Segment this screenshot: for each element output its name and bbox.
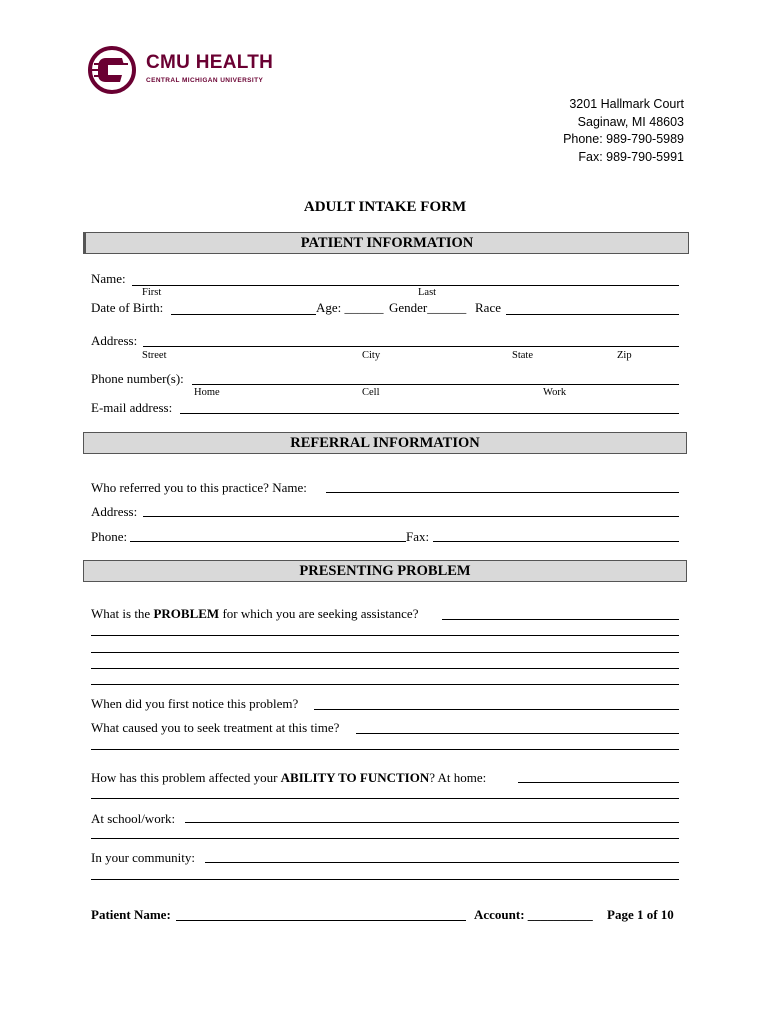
problem-question: What is the PROBLEM for which you are seeking assistance? (91, 606, 419, 621)
community-field-2[interactable] (91, 879, 679, 880)
address-label: Address: (91, 333, 138, 348)
age-label: Age: ______ (316, 300, 384, 315)
last-sublabel: Last (418, 287, 437, 298)
problem-answer-line-5[interactable] (91, 684, 679, 685)
referral-phone-field[interactable] (130, 541, 406, 542)
section-referral-information: REFERRAL INFORMATION (83, 432, 687, 454)
home-sublabel: Home (194, 387, 220, 398)
referral-address-field[interactable] (143, 516, 679, 517)
address-street: 3201 Hallmark Court (569, 97, 684, 111)
first-sublabel: First (142, 287, 162, 298)
referral-phone-label: Phone: (91, 529, 128, 544)
race-field[interactable] (506, 314, 679, 315)
problem-answer-line-4[interactable] (91, 668, 679, 669)
footer-page-number: Page 1 of 10 (607, 907, 674, 922)
dob-field[interactable] (171, 314, 316, 315)
address-field[interactable] (143, 346, 679, 347)
function-home-field-2[interactable] (91, 798, 679, 799)
work-sublabel: Work (543, 387, 567, 398)
logo-subtitle: CENTRAL MICHIGAN UNIVERSITY (146, 77, 264, 84)
problem-answer-line-3[interactable] (91, 652, 679, 653)
city-sublabel: City (362, 350, 381, 361)
gender-label: Gender______ (389, 300, 467, 315)
community-field-1[interactable] (205, 862, 679, 863)
address-city: Saginaw, MI 48603 (577, 114, 684, 129)
ability-to-function-question: How has this problem affected your ABILITY TO FUNCTION? At home: (91, 770, 487, 785)
form-title: ADULT INTAKE FORM (303, 199, 467, 215)
cmu-c-logo-icon (88, 44, 140, 96)
referral-fax-field[interactable] (433, 541, 679, 542)
phone-numbers-label: Phone number(s): (91, 371, 184, 386)
clinic-fax: Fax: 989-790-5991 (578, 149, 684, 164)
zip-sublabel: Zip (617, 350, 632, 361)
seek-treatment-field-1[interactable] (356, 733, 679, 734)
section-presenting-problem: PRESENTING PROBLEM (83, 560, 687, 582)
email-field[interactable] (180, 413, 679, 414)
footer-account: Account: __________ (474, 907, 593, 922)
referred-by-label: Who referred you to this practice? Name: (91, 480, 307, 495)
section-patient-information: PATIENT INFORMATION (83, 232, 689, 254)
seek-treatment-field-2[interactable] (91, 749, 679, 750)
seek-treatment-question: What caused you to seek treatment at this time? (91, 720, 340, 735)
referral-address-label: Address: (91, 504, 138, 519)
logo-title: CMU HEALTH (146, 52, 274, 73)
referred-by-field[interactable] (326, 492, 679, 493)
cell-sublabel: Cell (362, 387, 380, 398)
community-label: In your community: (91, 850, 195, 865)
name-label: Name: (91, 271, 126, 286)
dob-label: Date of Birth: (91, 300, 164, 315)
clinic-address (563, 96, 684, 166)
state-sublabel: State (512, 350, 533, 361)
footer-patient-name-field[interactable] (176, 920, 466, 921)
problem-answer-line-2[interactable] (91, 635, 679, 636)
function-home-field-1[interactable] (518, 782, 679, 783)
first-notice-field[interactable] (314, 709, 679, 710)
cmu-health-logo (88, 44, 288, 96)
first-notice-question: When did you first notice this problem? (91, 696, 299, 711)
referral-fax-label: Fax: (406, 529, 430, 544)
email-label: E-mail address: (91, 400, 173, 415)
school-work-field-2[interactable] (91, 838, 679, 839)
phone-numbers-field[interactable] (192, 384, 679, 385)
race-label: Race (475, 300, 501, 315)
name-field[interactable] (132, 285, 679, 286)
problem-answer-line-1[interactable] (442, 619, 679, 620)
school-work-field-1[interactable] (185, 822, 679, 823)
clinic-phone: Phone: 989-790-5989 (563, 132, 684, 146)
street-sublabel: Street (142, 350, 167, 361)
school-work-label: At school/work: (91, 811, 176, 826)
footer-patient-name-label: Patient Name: (91, 907, 171, 922)
